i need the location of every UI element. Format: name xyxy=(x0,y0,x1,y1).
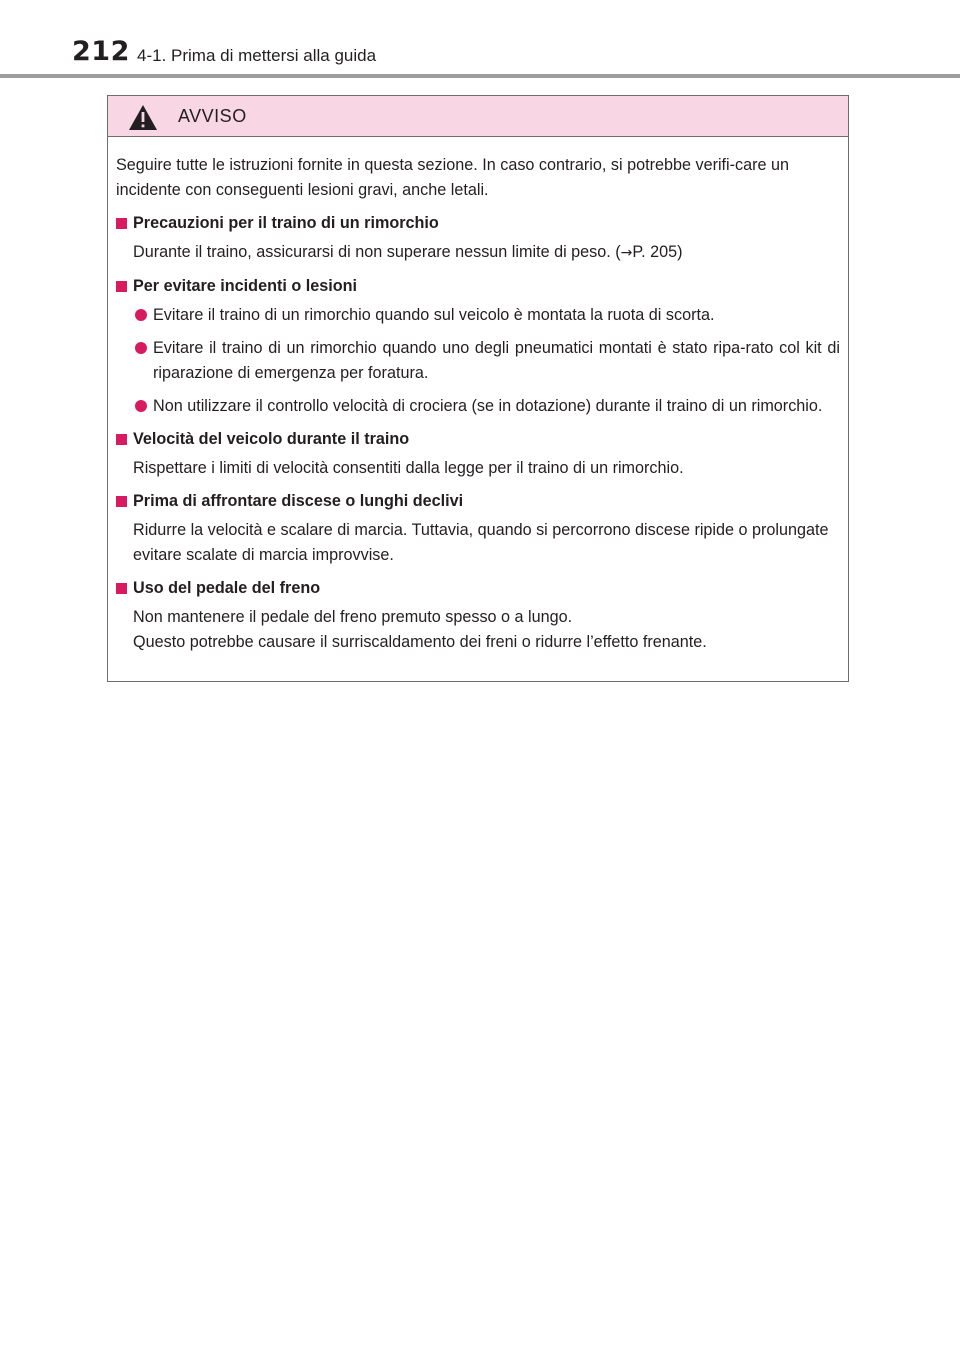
square-bullet-icon xyxy=(116,434,127,445)
warning-header xyxy=(108,96,848,137)
warning-triangle-icon xyxy=(128,104,158,131)
page-header xyxy=(0,0,960,80)
list-item: Evitare il traino di un rimorchio quando uno degli pneumatici montati è stato ripa-rato col kit di riparazione di emergenza per foratura. xyxy=(116,336,840,386)
round-bullet-icon xyxy=(135,309,147,321)
section-title: Per evitare incidenti o lesioni xyxy=(116,274,840,299)
square-bullet-icon xyxy=(116,281,127,292)
round-bullet-icon xyxy=(135,400,147,412)
section-text: Non mantenere il pedale del freno premuto spesso o a lungo. Questo potrebbe causare il surriscaldamento dei freni o ridurre l’effetto frenante. xyxy=(133,608,707,651)
chapter-title: 4-1. Prima di mettersi alla guida xyxy=(137,46,377,65)
section-text: Ridurre la velocità e scalare di marcia. Tuttavia, quando si percorrono discese ripide o prolungate evitare scalate di marcia improvvise. xyxy=(133,521,829,564)
warning-box xyxy=(107,95,849,682)
square-bullet-icon xyxy=(116,496,127,507)
section-title: Velocità del veicolo durante il traino xyxy=(116,427,840,452)
warning-title: AVVISO xyxy=(178,106,247,126)
square-bullet-icon xyxy=(116,583,127,594)
section-title: Precauzioni per il traino di un rimorchio xyxy=(116,211,840,236)
section-title: Uso del pedale del freno xyxy=(116,576,840,601)
page-number: 212 xyxy=(72,36,130,67)
list-item: Evitare il traino di un rimorchio quando sul veicolo è montata la ruota di scorta. xyxy=(116,303,840,328)
section-text: Durante il traino, assicurarsi di non superare nessun limite di peso. (→P. 205) xyxy=(133,243,683,261)
warning-body xyxy=(116,153,840,655)
warning-intro: Seguire tutte le istruzioni fornite in questa sezione. In caso contrario, si potrebbe verifi-care un incidente con conseguenti lesioni gravi, anche letali. xyxy=(116,156,790,199)
section-title: Prima di affrontare discese o lunghi declivi xyxy=(116,489,840,514)
list-item: Non utilizzare il controllo velocità di crociera (se in dotazione) durante il traino di un rimorchio. xyxy=(116,394,840,419)
section-text: Rispettare i limiti di velocità consentiti dalla legge per il traino di un rimorchio. xyxy=(133,459,684,477)
arrow-right-icon: → xyxy=(620,245,633,261)
square-bullet-icon xyxy=(116,218,127,229)
page-reference: P. 205) xyxy=(632,243,683,261)
header-divider xyxy=(0,74,960,78)
round-bullet-icon xyxy=(135,342,147,354)
